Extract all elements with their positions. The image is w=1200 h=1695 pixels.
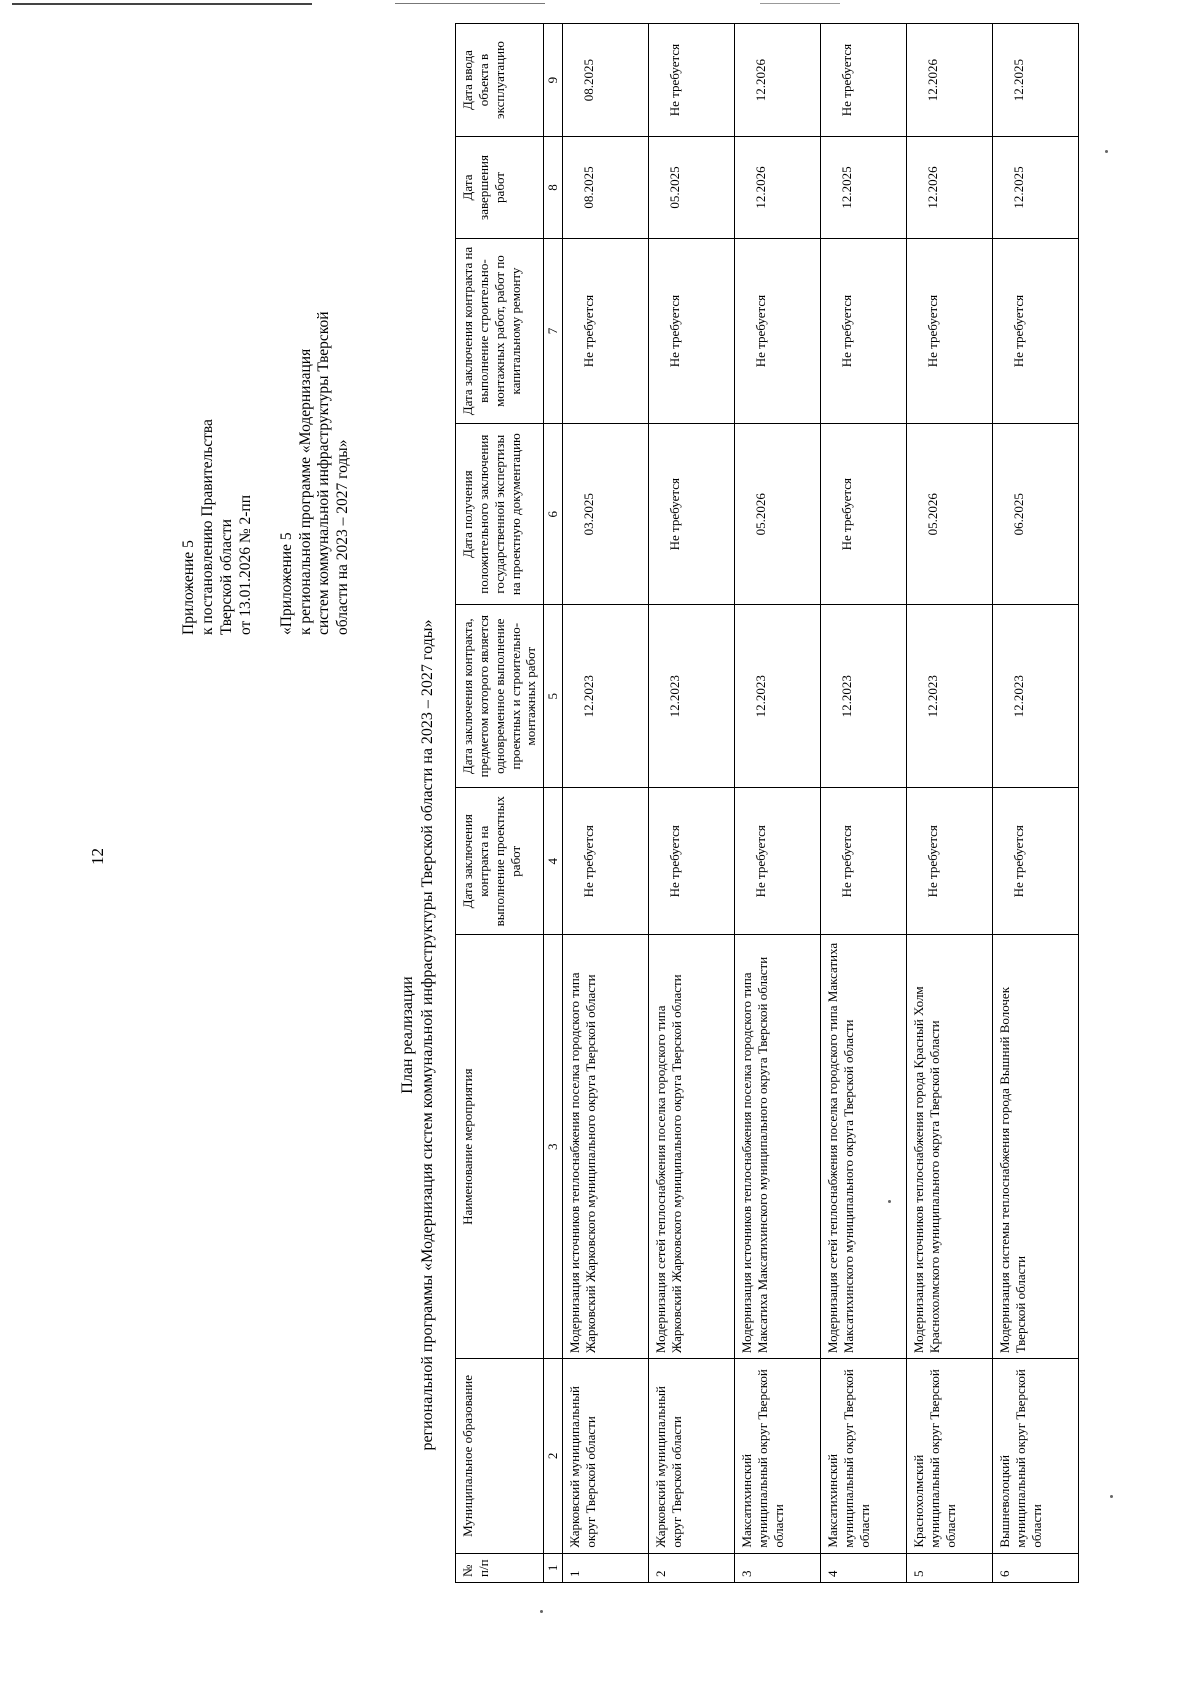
construction-contract-date: Не требуется [735,238,821,423]
header-cell: Наименование мероприятия [456,935,544,1359]
construction-contract-date: Не требуется [907,238,993,423]
header-cell: Дата заключения контракта, предметом которого является одновременное выполнение проектных и строительно-монтажных работ [456,605,544,788]
table-row [993,24,1079,1583]
combined-contract-date: 12.2023 [649,605,735,788]
plan-title [398,375,438,1695]
expertise-date: Не требуется [649,424,735,605]
header-cell: № п/п [456,1553,544,1582]
activity-cell: Модернизация источников теплоснабжения поселка городского типа Жарковский Жарковского муниципального округа Тверской области [563,935,649,1359]
appendix-date-line: от 13.01.2026 № 2-пп [236,495,254,635]
combined-contract-date: 12.2023 [993,605,1079,788]
commissioning-date: Не требуется [649,24,735,137]
design-contract-date: Не требуется [821,788,907,935]
commissioning-date: 12.2026 [907,24,993,137]
column-number: 1 [544,1553,563,1582]
municipality-cell: Жарковский муниципальный округ Тверской области [563,1359,649,1553]
combined-contract-date: 12.2023 [563,605,649,788]
completion-date: 12.2026 [907,137,993,239]
design-contract-date: Не требуется [563,788,649,935]
combined-contract-date: 12.2023 [907,605,993,788]
scan-speck [1105,150,1108,153]
table-header-row [456,24,544,1583]
header-cell: Муниципальное образование [456,1359,544,1553]
construction-contract-date: Не требуется [649,238,735,423]
commissioning-date: Не требуется [821,24,907,137]
activity-cell: Модернизация сетей теплоснабжения поселка городского типа Жарковский Жарковского муниципального округа Тверской области [649,935,735,1359]
expertise-date: 05.2026 [907,424,993,605]
scan-speck [1110,1495,1113,1498]
header-cell: Дата завершения работ [456,137,544,239]
activity-cell: Модернизация сетей теплоснабжения поселка городского типа Максатиха Максатихинского муниципального округа Тверской области [821,935,907,1359]
construction-contract-date: Не требуется [563,238,649,423]
plan-title-line1: План реализации [399,976,416,1094]
completion-date: 08.2025 [563,137,649,239]
table-row [907,24,993,1583]
column-number: 3 [544,935,563,1359]
expertise-date: 06.2025 [993,424,1079,605]
expertise-date: 05.2026 [735,424,821,605]
header-cell: Дата ввода объекта в эксплуатацию [456,24,544,137]
column-number: 4 [544,788,563,935]
row-number: 2 [649,1553,735,1582]
appendix-line: Приложение 5 [180,540,197,635]
completion-date: 12.2025 [993,137,1079,239]
construction-contract-date: Не требуется [993,238,1079,423]
municipality-cell: Краснохолмский муниципальный округ Тверской области [907,1359,993,1553]
completion-date: 12.2025 [821,137,907,239]
appendix-quote-line: систем коммунальной инфраструктуры Тверской [315,311,333,635]
completion-date: 05.2025 [649,137,735,239]
commissioning-date: 12.2026 [735,24,821,137]
plan-title-line2: региональной программы «Модернизация систем коммунальной инфраструктуры Тверской области на 2023 – 2027 годы» [419,619,436,1451]
appendix-line: Тверской области [217,519,235,635]
appendix-quote-line: «Приложение 5 [277,532,295,635]
row-number: 1 [563,1553,649,1582]
combined-contract-date: 12.2023 [735,605,821,788]
construction-contract-date: Не требуется [821,238,907,423]
implementation-plan-table [455,23,1079,1583]
expertise-date: 03.2025 [563,424,649,605]
design-contract-date: Не требуется [649,788,735,935]
page-number: 12 [88,848,107,865]
commissioning-date: 12.2025 [993,24,1079,137]
table-row [563,24,649,1583]
municipality-cell: Максатихинский муниципальный округ Тверской области [735,1359,821,1553]
row-number: 5 [907,1553,993,1582]
scan-speck [540,1610,543,1613]
row-number: 6 [993,1553,1079,1582]
appendix-line: к постановлению Правительства [198,419,216,635]
column-number: 5 [544,605,563,788]
column-number: 9 [544,24,563,137]
activity-cell: Модернизация источников теплоснабжения города Красный Холм Краснохолмского муниципального округа Тверской области [907,935,993,1359]
appendix-quote-line: области на 2023 – 2027 годы» [334,439,352,635]
combined-contract-date: 12.2023 [821,605,907,788]
column-number: 7 [544,238,563,423]
row-number: 3 [735,1553,821,1582]
expertise-date: Не требуется [821,424,907,605]
design-contract-date: Не требуется [735,788,821,935]
header-cell: Дата заключения контракта на выполнение строительно-монтажных работ, работ по капитальному ремонту [456,238,544,423]
appendix-block [180,311,353,635]
table-row [821,24,907,1583]
header-cell: Дата получения положительного заключения государственной экспертизы на проектную документацию [456,424,544,605]
municipality-cell: Максатихинский муниципальный округ Тверской области [821,1359,907,1553]
column-number-row [544,24,563,1583]
column-number: 6 [544,424,563,605]
table-row [649,24,735,1583]
column-number: 2 [544,1359,563,1553]
activity-cell: Модернизация источников теплоснабжения поселка городского типа Максатиха Максатихинского муниципального округа Тверской области [735,935,821,1359]
completion-date: 12.2026 [735,137,821,239]
commissioning-date: 08.2025 [563,24,649,137]
header-cell: Дата заключения контракта на выполнение проектных работ [456,788,544,935]
column-number: 8 [544,137,563,239]
scan-speck [888,1200,891,1203]
activity-cell: Модернизация системы теплоснабжения города Вышний Волочек Тверской области [993,935,1079,1359]
municipality-cell: Жарковский муниципальный округ Тверской области [649,1359,735,1553]
table-row [735,24,821,1583]
design-contract-date: Не требуется [907,788,993,935]
design-contract-date: Не требуется [993,788,1079,935]
municipality-cell: Вышневолоцкий муниципальный округ Тверской области [993,1359,1079,1553]
row-number: 4 [821,1553,907,1582]
appendix-quote-line: к региональной программе «Модернизация [296,348,314,635]
